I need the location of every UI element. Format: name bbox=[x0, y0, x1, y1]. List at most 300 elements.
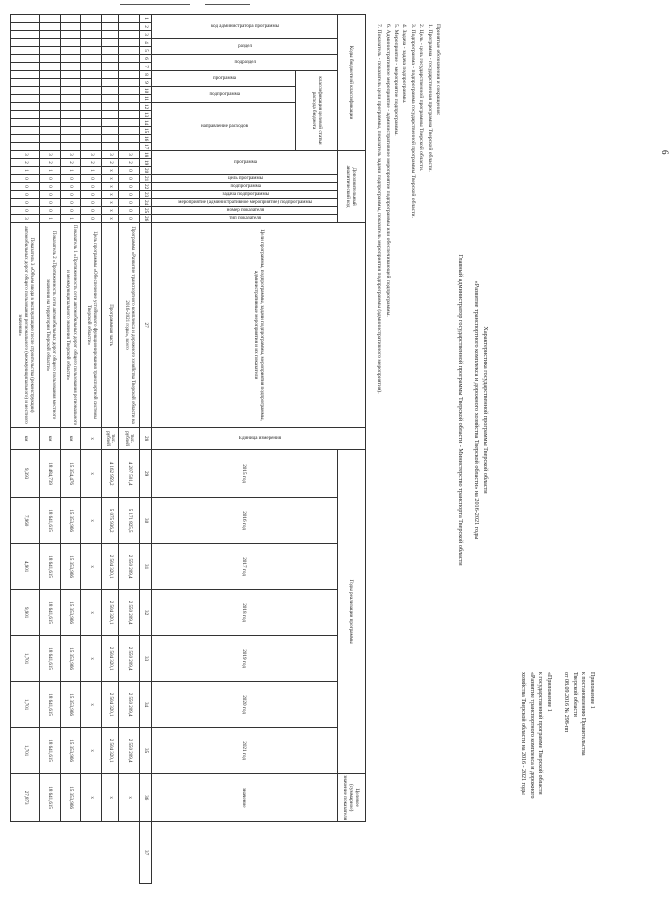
code-cell bbox=[40, 87, 61, 95]
header-year: 2021 год bbox=[152, 728, 338, 774]
code-cell bbox=[40, 15, 61, 23]
column-number: 17 bbox=[139, 143, 151, 151]
row-year-value: х bbox=[81, 728, 102, 774]
row-year-value: х bbox=[81, 682, 102, 728]
code-cell bbox=[119, 135, 140, 143]
code-cell: 3 bbox=[11, 215, 40, 223]
column-number: 19 bbox=[139, 159, 151, 167]
code-cell: х bbox=[101, 175, 118, 183]
column-number: 9 bbox=[139, 79, 151, 87]
code-cell bbox=[60, 143, 81, 151]
table-row bbox=[60, 15, 81, 884]
header-label: мероприятие (административное мероприятие) подпрограммы bbox=[178, 200, 313, 205]
header-extra-part bbox=[152, 183, 338, 191]
column-number: 22 bbox=[139, 183, 151, 191]
code-cell bbox=[40, 127, 61, 135]
row-year-value: 1,701 bbox=[11, 728, 40, 774]
column-number: 27 bbox=[139, 223, 151, 428]
code-cell bbox=[11, 63, 40, 71]
header-years: Годы реализации программы bbox=[337, 450, 365, 774]
document-title bbox=[472, 150, 490, 670]
row-unit: тыс. рублей bbox=[119, 428, 140, 450]
row-year-value: 2 550 209,4 bbox=[119, 728, 140, 774]
code-cell: 0 bbox=[119, 175, 140, 183]
column-number: 21 bbox=[139, 175, 151, 183]
code-cell bbox=[60, 23, 81, 31]
code-cell bbox=[101, 31, 118, 39]
header-year: 2020 год bbox=[152, 682, 338, 728]
column-number: 34 bbox=[139, 682, 151, 728]
row-final-value: х bbox=[81, 774, 102, 822]
code-cell bbox=[40, 111, 61, 119]
column-number: 20 bbox=[139, 167, 151, 175]
legend-block bbox=[375, 24, 442, 724]
code-cell bbox=[60, 39, 81, 47]
code-cell: 0 bbox=[60, 183, 81, 191]
code-cell: 0 bbox=[11, 183, 40, 191]
code-cell: 1 bbox=[60, 215, 81, 223]
code-cell: 2 bbox=[119, 159, 140, 167]
code-cell bbox=[119, 143, 140, 151]
code-cell bbox=[101, 111, 118, 119]
header-csr: классификация целевой статьи расхода бюджета bbox=[296, 71, 338, 151]
column-number: 24 bbox=[139, 199, 151, 207]
row-unit: км bbox=[11, 428, 40, 450]
header-extra-part bbox=[152, 151, 338, 175]
code-cell bbox=[81, 55, 102, 63]
row-year-value: 15 353,966 bbox=[60, 728, 81, 774]
code-cell: х bbox=[101, 191, 118, 199]
header-label: номер показателя bbox=[226, 208, 265, 213]
header-value: значение bbox=[152, 774, 338, 822]
row-final-value: х bbox=[101, 774, 118, 822]
code-cell bbox=[60, 47, 81, 55]
row-year-value: 2 504 320,1 bbox=[101, 682, 118, 728]
code-cell bbox=[60, 87, 81, 95]
column-number: 29 bbox=[139, 450, 151, 498]
row-year-value: 15 353,966 bbox=[60, 590, 81, 636]
code-cell bbox=[81, 87, 102, 95]
code-cell: 0 bbox=[40, 191, 61, 199]
code-cell bbox=[11, 39, 40, 47]
code-cell: 3 bbox=[119, 151, 140, 159]
code-cell: 0 bbox=[119, 207, 140, 215]
code-cell: 0 bbox=[81, 207, 102, 215]
annex-line: к постановлению Правительства bbox=[580, 672, 587, 756]
header-extra-part bbox=[152, 175, 338, 183]
code-cell bbox=[81, 103, 102, 111]
header-label: подпрограмма bbox=[230, 184, 261, 189]
code-cell: 1 bbox=[81, 167, 102, 175]
column-number: 5 bbox=[139, 47, 151, 55]
code-cell bbox=[60, 95, 81, 103]
header-csr-part bbox=[152, 103, 296, 151]
row-year-value: 18 641,615 bbox=[40, 544, 61, 590]
header-label: код администратора программы bbox=[211, 24, 280, 29]
column-number: 13 bbox=[139, 111, 151, 119]
code-cell bbox=[40, 39, 61, 47]
row-final-value: х bbox=[119, 774, 140, 822]
code-cell bbox=[101, 143, 118, 151]
code-cell: 0 bbox=[81, 175, 102, 183]
code-cell bbox=[119, 31, 140, 39]
code-cell bbox=[119, 47, 140, 55]
column-number: 32 bbox=[139, 590, 151, 636]
header-extra: Дополнительный аналитический код bbox=[337, 151, 365, 223]
header-extra-part bbox=[152, 207, 338, 215]
row-year-value: 18 641,615 bbox=[40, 682, 61, 728]
code-cell: 0 bbox=[81, 199, 102, 207]
code-cell bbox=[60, 119, 81, 127]
code-cell: х bbox=[101, 199, 118, 207]
code-cell bbox=[101, 71, 118, 79]
column-number: 36 bbox=[139, 774, 151, 822]
column-number: 37 bbox=[139, 822, 151, 884]
code-cell: 0 bbox=[60, 199, 81, 207]
code-cell: 0 bbox=[119, 167, 140, 175]
header-csr-part bbox=[152, 71, 296, 87]
code-cell bbox=[81, 31, 102, 39]
code-cell bbox=[81, 23, 102, 31]
row-year-value: 1,701 bbox=[11, 682, 40, 728]
row-year-value: 18 641,615 bbox=[40, 636, 61, 682]
code-cell bbox=[81, 15, 102, 23]
code-cell bbox=[101, 47, 118, 55]
column-number: 6 bbox=[139, 55, 151, 63]
code-cell bbox=[40, 55, 61, 63]
code-cell bbox=[119, 111, 140, 119]
code-cell bbox=[11, 143, 40, 151]
code-cell bbox=[11, 103, 40, 111]
row-unit: х bbox=[81, 428, 102, 450]
header-admin bbox=[152, 15, 338, 39]
code-cell bbox=[11, 87, 40, 95]
code-cell: 2 bbox=[11, 159, 40, 167]
code-cell bbox=[119, 63, 140, 71]
header-label: Единица измерения bbox=[238, 436, 281, 442]
code-cell bbox=[11, 71, 40, 79]
header-row bbox=[337, 15, 365, 884]
table-row bbox=[101, 15, 118, 884]
column-number: 2 bbox=[139, 23, 151, 31]
code-cell bbox=[40, 23, 61, 31]
row-name: Показатель 2 «Протяженность сети автомобильных дорог общего пользования местного значения на территории Тверской области» bbox=[40, 223, 61, 428]
row-year-value: 2 504 320,1 bbox=[101, 728, 118, 774]
row-year-value: 18 641,615 bbox=[40, 498, 61, 544]
header-label: подраздел bbox=[234, 60, 257, 65]
code-cell bbox=[81, 127, 102, 135]
code-cell: 0 bbox=[60, 175, 81, 183]
code-cell: х bbox=[101, 215, 118, 223]
code-cell bbox=[119, 55, 140, 63]
column-number-row bbox=[139, 15, 151, 884]
legend-line: 1. Программа - государственная программа Тверской области. bbox=[426, 24, 433, 172]
code-cell: 2 bbox=[81, 159, 102, 167]
row-year-value: 15 353,966 bbox=[60, 636, 81, 682]
header-year: 2017 год bbox=[152, 544, 338, 590]
code-cell bbox=[119, 119, 140, 127]
header-base: 2015 год bbox=[152, 450, 338, 498]
row-year-value: х bbox=[81, 590, 102, 636]
code-cell: 0 bbox=[11, 191, 40, 199]
table-row bbox=[40, 15, 61, 884]
code-cell: х bbox=[101, 207, 118, 215]
code-cell bbox=[81, 135, 102, 143]
row-final-value: 15 353,966 bbox=[60, 774, 81, 822]
column-number: 33 bbox=[139, 636, 151, 682]
code-cell bbox=[101, 103, 118, 111]
code-cell bbox=[81, 63, 102, 71]
header-label: цель программы bbox=[227, 176, 263, 181]
code-cell bbox=[11, 127, 40, 135]
code-cell: 0 bbox=[11, 199, 40, 207]
code-cell bbox=[101, 79, 118, 87]
header-extra-part bbox=[152, 191, 338, 199]
row-year-value: х bbox=[81, 636, 102, 682]
row-year-value: 1,701 bbox=[11, 636, 40, 682]
code-cell bbox=[40, 95, 61, 103]
row-base-value: х bbox=[81, 450, 102, 498]
code-cell bbox=[101, 119, 118, 127]
row-name: Показатель 3 «Объем ввода в эксплуатацию после строительства (реконструкции) автомобильных дорог общего пользования регионального (межмуниципального) и местного значения» bbox=[11, 223, 40, 428]
code-cell: 1 bbox=[11, 167, 40, 175]
title-line: «Развитие транспортного комплекса и дорожного хозяйства Тверской области» на 2016-2021 годы bbox=[473, 280, 480, 540]
code-cell bbox=[101, 95, 118, 103]
row-year-value: 2 504 320,1 bbox=[101, 636, 118, 682]
page-number: 6 bbox=[660, 150, 670, 155]
row-year-value: 5 171 825,5 bbox=[119, 498, 140, 544]
code-cell bbox=[40, 143, 61, 151]
code-cell: 3 bbox=[81, 151, 102, 159]
code-cell bbox=[81, 79, 102, 87]
column-number: 10 bbox=[139, 87, 151, 95]
header-csr-part bbox=[152, 87, 296, 103]
code-cell bbox=[11, 111, 40, 119]
row-base-value: 18 484,739 bbox=[40, 450, 61, 498]
header-extra-part bbox=[152, 199, 338, 207]
row-unit: км bbox=[60, 428, 81, 450]
code-cell: 1 bbox=[40, 167, 61, 175]
code-cell bbox=[60, 31, 81, 39]
header-row bbox=[296, 15, 338, 884]
row-year-value: 15 353,966 bbox=[60, 544, 81, 590]
characteristics-table bbox=[10, 14, 366, 884]
header-codes: Коды бюджетной классификации bbox=[337, 15, 365, 151]
legend-line: 5. Мероприятие - мероприятие подпрограммы. bbox=[392, 24, 399, 136]
code-cell bbox=[11, 95, 40, 103]
code-cell bbox=[81, 111, 102, 119]
column-number: 16 bbox=[139, 135, 151, 143]
header-label: направление расходов bbox=[201, 124, 249, 129]
code-cell: 0 bbox=[60, 191, 81, 199]
code-cell bbox=[81, 119, 102, 127]
code-cell bbox=[119, 23, 140, 31]
row-name: Цель программы «Обеспечение устойчивого функционирования транспортной системы Тверской области» bbox=[81, 223, 102, 428]
header-label: программа bbox=[233, 160, 257, 165]
code-cell bbox=[81, 95, 102, 103]
annex-line: Приложение 1 bbox=[589, 672, 595, 709]
code-cell bbox=[101, 39, 118, 47]
column-number: 28 bbox=[139, 428, 151, 450]
annex-line: от 08.09.2016 № 298-пп bbox=[563, 672, 570, 733]
row-final-value: 27,873 bbox=[11, 774, 40, 822]
row-year-value: 2 550 209,4 bbox=[119, 590, 140, 636]
code-cell bbox=[101, 55, 118, 63]
row-base-value: 4 207 501,4 bbox=[119, 450, 140, 498]
code-cell bbox=[119, 127, 140, 135]
code-cell bbox=[81, 39, 102, 47]
code-cell: 0 bbox=[40, 183, 61, 191]
code-cell: 0 bbox=[119, 215, 140, 223]
code-cell: 0 bbox=[40, 199, 61, 207]
legend-line: 4. Задача - задача подпрограммы. bbox=[401, 24, 408, 104]
code-cell bbox=[11, 119, 40, 127]
header-label: раздел bbox=[238, 44, 253, 49]
code-cell bbox=[40, 71, 61, 79]
code-cell: х bbox=[101, 183, 118, 191]
code-cell bbox=[60, 111, 81, 119]
code-cell bbox=[119, 39, 140, 47]
column-number: 35 bbox=[139, 728, 151, 774]
code-cell: 0 bbox=[81, 183, 102, 191]
code-cell bbox=[101, 63, 118, 71]
code-cell bbox=[11, 31, 40, 39]
code-cell bbox=[60, 79, 81, 87]
code-cell: х bbox=[101, 167, 118, 175]
column-number: 11 bbox=[139, 95, 151, 103]
code-cell bbox=[81, 71, 102, 79]
row-base-value: 9,393 bbox=[11, 450, 40, 498]
row-name: Показатель 1 «Протяженность сети автомобильных дорог общего пользования регионального и межмуниципального значения Тверской области» bbox=[60, 223, 81, 428]
code-cell bbox=[11, 23, 40, 31]
column-number: 3 bbox=[139, 31, 151, 39]
code-cell bbox=[60, 71, 81, 79]
header-label: задача подпрограммы bbox=[222, 192, 269, 197]
legend-line: 2. Цель - цель государственной программы Тверской области. bbox=[418, 24, 425, 172]
row-unit: км bbox=[40, 428, 61, 450]
code-cell: 0 bbox=[60, 207, 81, 215]
code-cell bbox=[101, 87, 118, 95]
code-cell bbox=[60, 127, 81, 135]
column-number: 26 bbox=[139, 215, 151, 223]
code-cell: 0 bbox=[119, 199, 140, 207]
code-cell: 3 bbox=[101, 151, 118, 159]
code-cell: 3 bbox=[60, 151, 81, 159]
annex-block bbox=[519, 672, 596, 872]
code-cell bbox=[40, 79, 61, 87]
legend-line: 6. Административное мероприятие - административное мероприятие подпрограммы или обеспечивающей подпрограммы. bbox=[384, 24, 391, 317]
column-number: 8 bbox=[139, 71, 151, 79]
row-year-value: 2 550 209,4 bbox=[119, 636, 140, 682]
code-cell bbox=[11, 55, 40, 63]
code-cell bbox=[101, 127, 118, 135]
row-year-value: 2 504 320,1 bbox=[101, 544, 118, 590]
annex-line: Тверской области bbox=[571, 672, 578, 717]
code-cell bbox=[119, 71, 140, 79]
header-unit bbox=[152, 428, 366, 450]
row-year-value: 7,960 bbox=[11, 498, 40, 544]
header-label: подпрограмма bbox=[209, 92, 240, 97]
code-cell bbox=[60, 135, 81, 143]
code-cell: 0 bbox=[119, 191, 140, 199]
code-cell bbox=[60, 103, 81, 111]
row-base-value: 4 162 959,2 bbox=[101, 450, 118, 498]
legend-line: Принятые обозначения и сокращения: bbox=[435, 24, 441, 116]
row-year-value: 15 353,966 bbox=[60, 498, 81, 544]
row-base-value: 15 354,476 bbox=[60, 450, 81, 498]
header-subsection bbox=[152, 55, 338, 71]
code-cell: 2 bbox=[101, 159, 118, 167]
column-number: 18 bbox=[139, 151, 151, 159]
column-number: 7 bbox=[139, 63, 151, 71]
header-name: Цели программы, подпрограммы, задачи подпрограммы, мероприятия подпрограммы, административные мероприятия и их показатели bbox=[152, 223, 366, 428]
column-number: 30 bbox=[139, 498, 151, 544]
row-year-value: 5 075 936,2 bbox=[101, 498, 118, 544]
annex-line: «Приложение 1 bbox=[546, 672, 553, 712]
code-cell: 1 bbox=[40, 215, 61, 223]
row-unit: тыс. рублей bbox=[101, 428, 118, 450]
code-cell: 0 bbox=[81, 215, 102, 223]
code-cell bbox=[11, 47, 40, 55]
header-year: 2018 год bbox=[152, 590, 338, 636]
legend-line: 7. Показатель - показатель цели программы, показатель задачи подпрограммы, показатель мероприятия подпрограммы (административного мероприятия). bbox=[376, 24, 383, 394]
header-section bbox=[152, 39, 338, 55]
table-row bbox=[119, 15, 140, 884]
code-cell bbox=[60, 55, 81, 63]
code-cell bbox=[119, 79, 140, 87]
column-number: 31 bbox=[139, 544, 151, 590]
code-cell: 0 bbox=[11, 175, 40, 183]
row-year-value: х bbox=[81, 498, 102, 544]
annex-line: хозяйства Тверской области на 2016 - 2021 годы bbox=[520, 672, 527, 795]
code-cell bbox=[101, 15, 118, 23]
code-cell: 3 bbox=[40, 151, 61, 159]
code-cell: 2 bbox=[40, 159, 61, 167]
annex-line: «Развитие транспортного комплекса и дорожного bbox=[528, 672, 535, 799]
table-row bbox=[81, 15, 102, 884]
code-cell bbox=[60, 63, 81, 71]
column-number: 12 bbox=[139, 103, 151, 111]
administrator-line: Главный администратор государственной программы Тверской области - Министерство транспорта Тверской области bbox=[457, 254, 464, 566]
row-name: Программа «Развитие транспортного комплекса и дорожного хозяйства Тверской области на 2016-2021 годы», всего bbox=[119, 223, 140, 428]
code-cell: 0 bbox=[40, 207, 61, 215]
code-cell bbox=[40, 119, 61, 127]
code-cell bbox=[119, 87, 140, 95]
code-cell bbox=[11, 135, 40, 143]
code-cell bbox=[119, 95, 140, 103]
code-cell bbox=[119, 103, 140, 111]
code-cell bbox=[119, 15, 140, 23]
annex-line: к государственной программе Тверской области bbox=[537, 672, 544, 795]
row-year-value: 2 550 209,4 bbox=[119, 544, 140, 590]
annex-line bbox=[553, 672, 562, 872]
code-cell bbox=[11, 79, 40, 87]
row-final-value: 18 641,615 bbox=[40, 774, 61, 822]
column-number: 23 bbox=[139, 191, 151, 199]
code-cell bbox=[40, 63, 61, 71]
header-year: 2016 год bbox=[152, 498, 338, 544]
code-cell bbox=[101, 23, 118, 31]
column-number: 4 bbox=[139, 39, 151, 47]
code-cell bbox=[11, 15, 40, 23]
code-cell bbox=[40, 31, 61, 39]
column-number: 1 bbox=[139, 15, 151, 23]
code-cell bbox=[60, 15, 81, 23]
code-cell: 0 bbox=[81, 191, 102, 199]
code-cell: 0 bbox=[40, 175, 61, 183]
row-year-value: 2 504 320,1 bbox=[101, 590, 118, 636]
header-extra-part bbox=[152, 215, 338, 223]
